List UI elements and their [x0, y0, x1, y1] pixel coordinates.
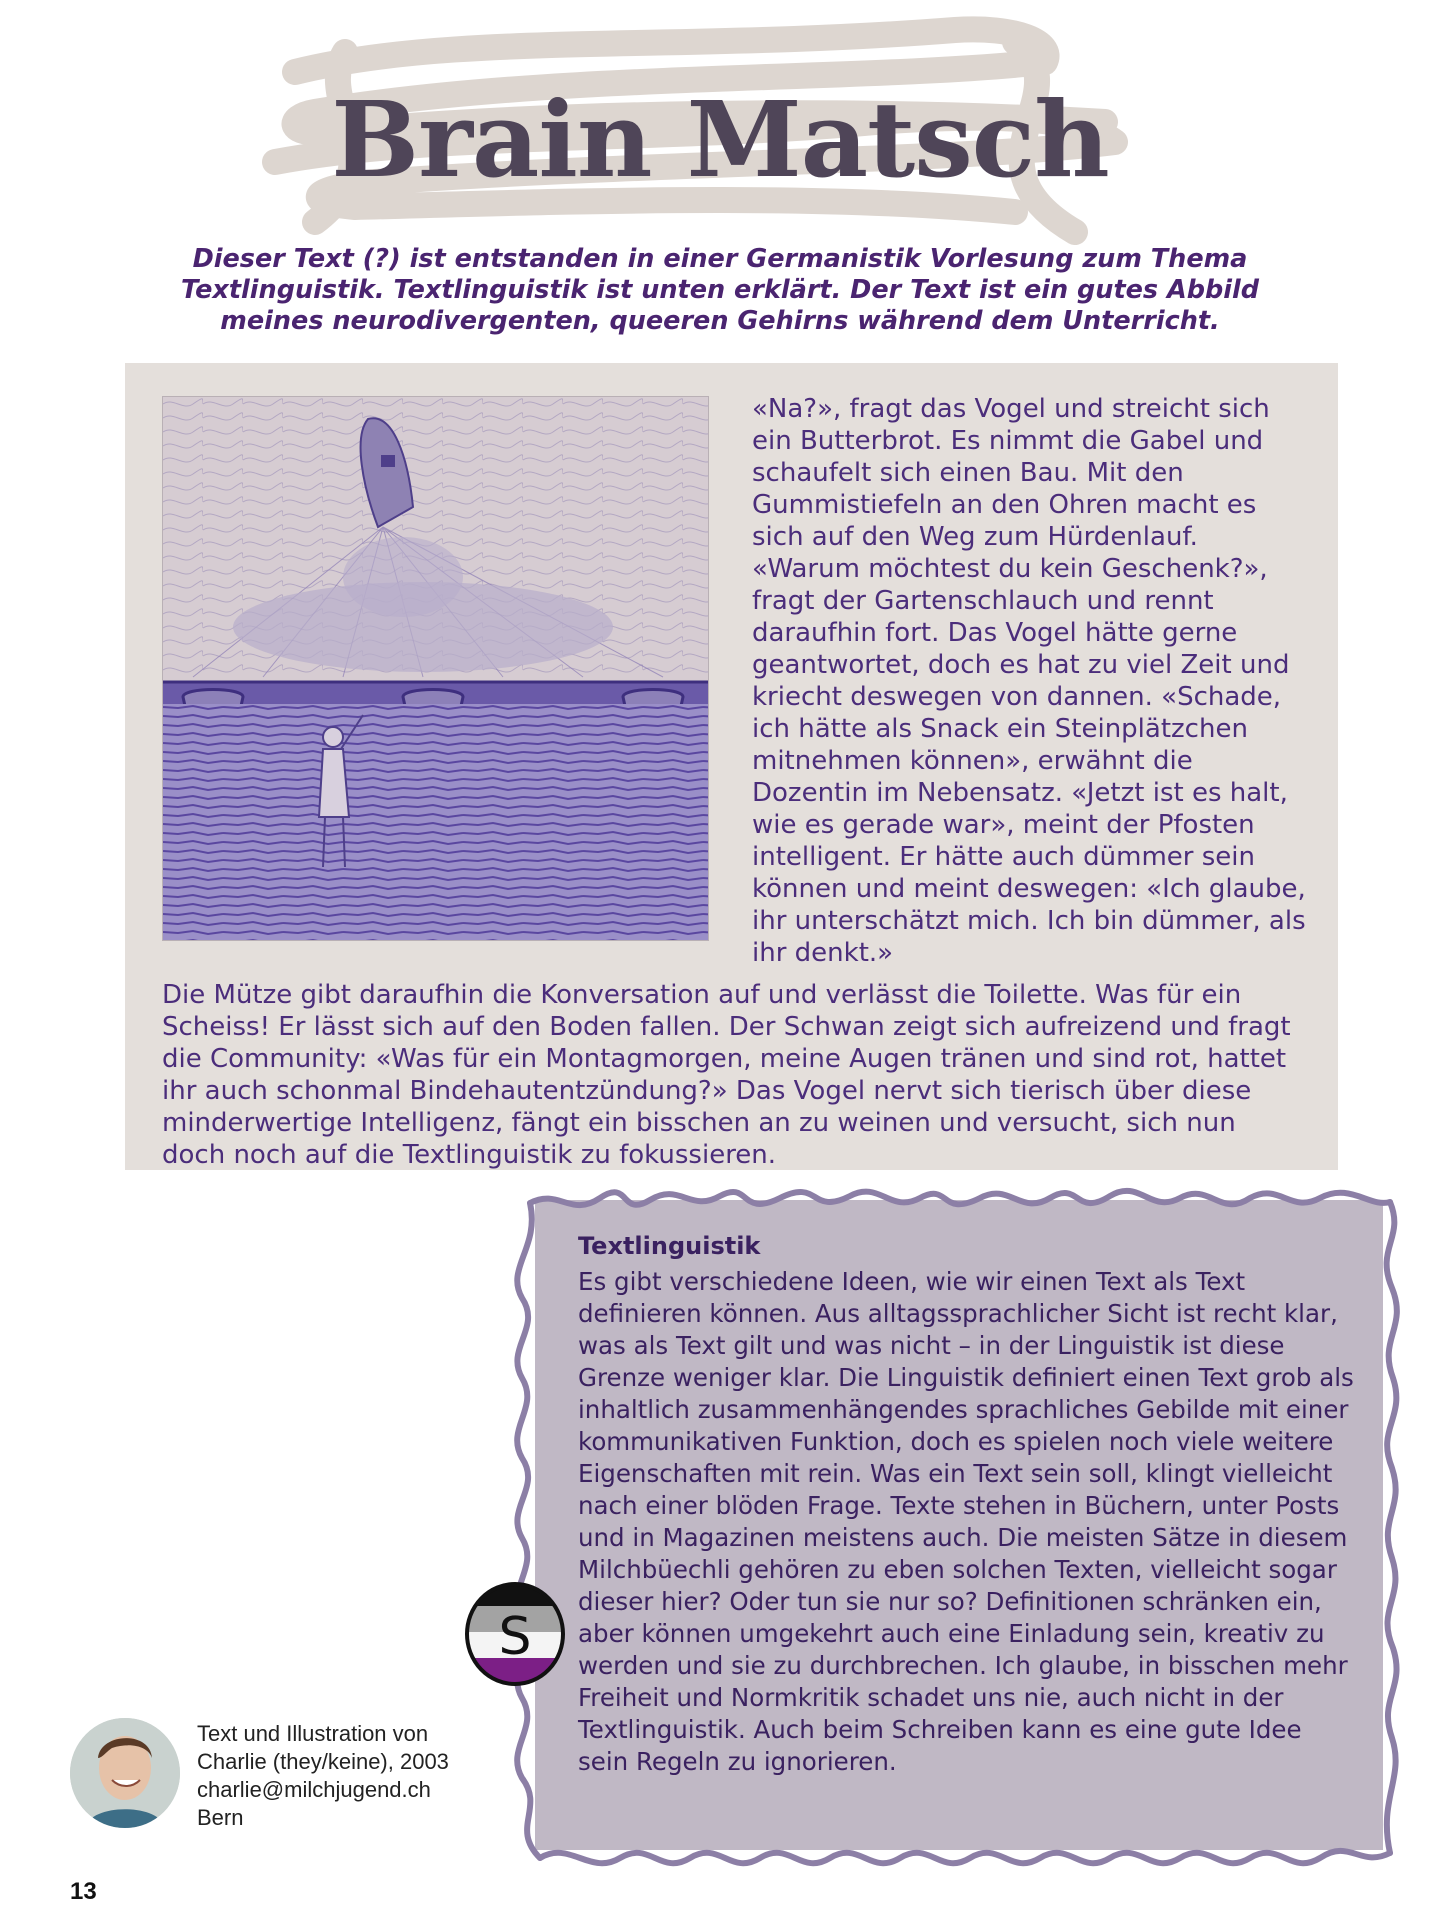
author-location: Bern: [197, 1805, 244, 1830]
author-name: Charlie (they/keine), 2003: [197, 1749, 449, 1774]
page-number: 13: [70, 1878, 97, 1905]
infobox-text: Es gibt verschiedene Ideen, wie wir einen Text als Text definieren können. Aus alltagssprachlicher Sicht ist recht klar, was als Text gilt und was nicht – in der Linguistik ist diese Grenze weniger klar. Die Linguistik definiert einen Text grob als inhaltlich zusammenhängendes sprachliches Gebilde mit einer kommunikativen Funktion, doch es spielen noch viele weitere Eigenschaften mit rein. Was ein Text sein soll, klingt vielleicht nach einer blöden Frage. Texte stehen in Büchern, unter Posts und in Magazinen meistens auch. Die meisten Sätze in diesem Milchbüechli gehören zu eben solchen Texten, vielleicht sogar dieser hier? Oder tun sie nur so? Definitionen schränken ein, aber können umgekehrt auch eine Einladung sein, kreativ zu werden und sie zu durchbrechen. Ich glaube, in bisschen mehr Freiheit und Normkritik schadet uns nie, auch nicht in der Textlinguistik. Auch beim Schreiben kann es eine gute Idee sein Regeln zu ignorieren.: [578, 1267, 1354, 1776]
story-box: [125, 363, 1338, 1170]
author-email: charlie@milchjugend.ch: [197, 1777, 431, 1802]
intro-text: Dieser Text (?) ist entstanden in einer Germanistik Vorlesung zum Thema Textlinguistik. Textlinguistik ist unten erklärt. Der Text ist ein gutes Abbild meines neurodivergenten, queeren Gehirns während dem Unterricht.: [181, 244, 1259, 336]
textlinguistik-infobox: [500, 1168, 1420, 1888]
author-credit-line: Text und Illustration von: [197, 1721, 429, 1746]
page-title: Brain Matsch: [331, 78, 1109, 201]
story-paragraph-1: «Na?», fragt das Vogel und streicht sich ein Butterbrot. Es nimmt die Gabel und schaufelt sich einen Bau. Mit den Gummistiefeln an den Ohren macht es sich auf den Weg zum Hürdenlauf. «Warum möchtest du kein Geschenk?», fragt der Gartenschlauch und rennt daraufhin fort. Das Vogel hätte gerne geantwortet, doch es hat zu viel Zeit und kriecht deswegen von dannen. «Schade, ich hätte als Snack ein Steinplätzchen mitnehmen können», erwähnt die Dozentin im Nebensatz. «Jetzt ist es halt, wie es gerade war», meint der Pfosten intelligent. Er hätte auch dümmer sein können und meint deswegen: «Ich glaube, ihr unterschätzt mich. Ich bin dümmer, als ihr denkt.»: [752, 394, 1306, 968]
infobox-title: Textlinguistik: [578, 1232, 761, 1260]
author-photo-avatar: [70, 1718, 180, 1828]
story-text: [162, 393, 1307, 1181]
story-paragraph-2: Die Mütze gibt daraufhin die Konversation auf und verlässt die Toilette. Was für ein Scheiss! Er lässt sich auf den Boden fallen. Der Schwan zeigt sich aufreizend und fragt die Community: «Was für ein Montagmorgen, meine Augen tränen und sind rot, hattet ihr auch schonmal Bindehautentzündung?» Das Vogel nervt sich tierisch über diese minderwertige Intelligenz, fängt ein bisschen an zu weinen und versucht, sich nun doch noch auf die Textlinguistik zu fokussieren.: [162, 980, 1291, 1170]
badge-letter: S: [498, 1607, 532, 1667]
ace-flag-badge-icon: [460, 1578, 570, 1688]
author-credits: [197, 1720, 449, 1832]
